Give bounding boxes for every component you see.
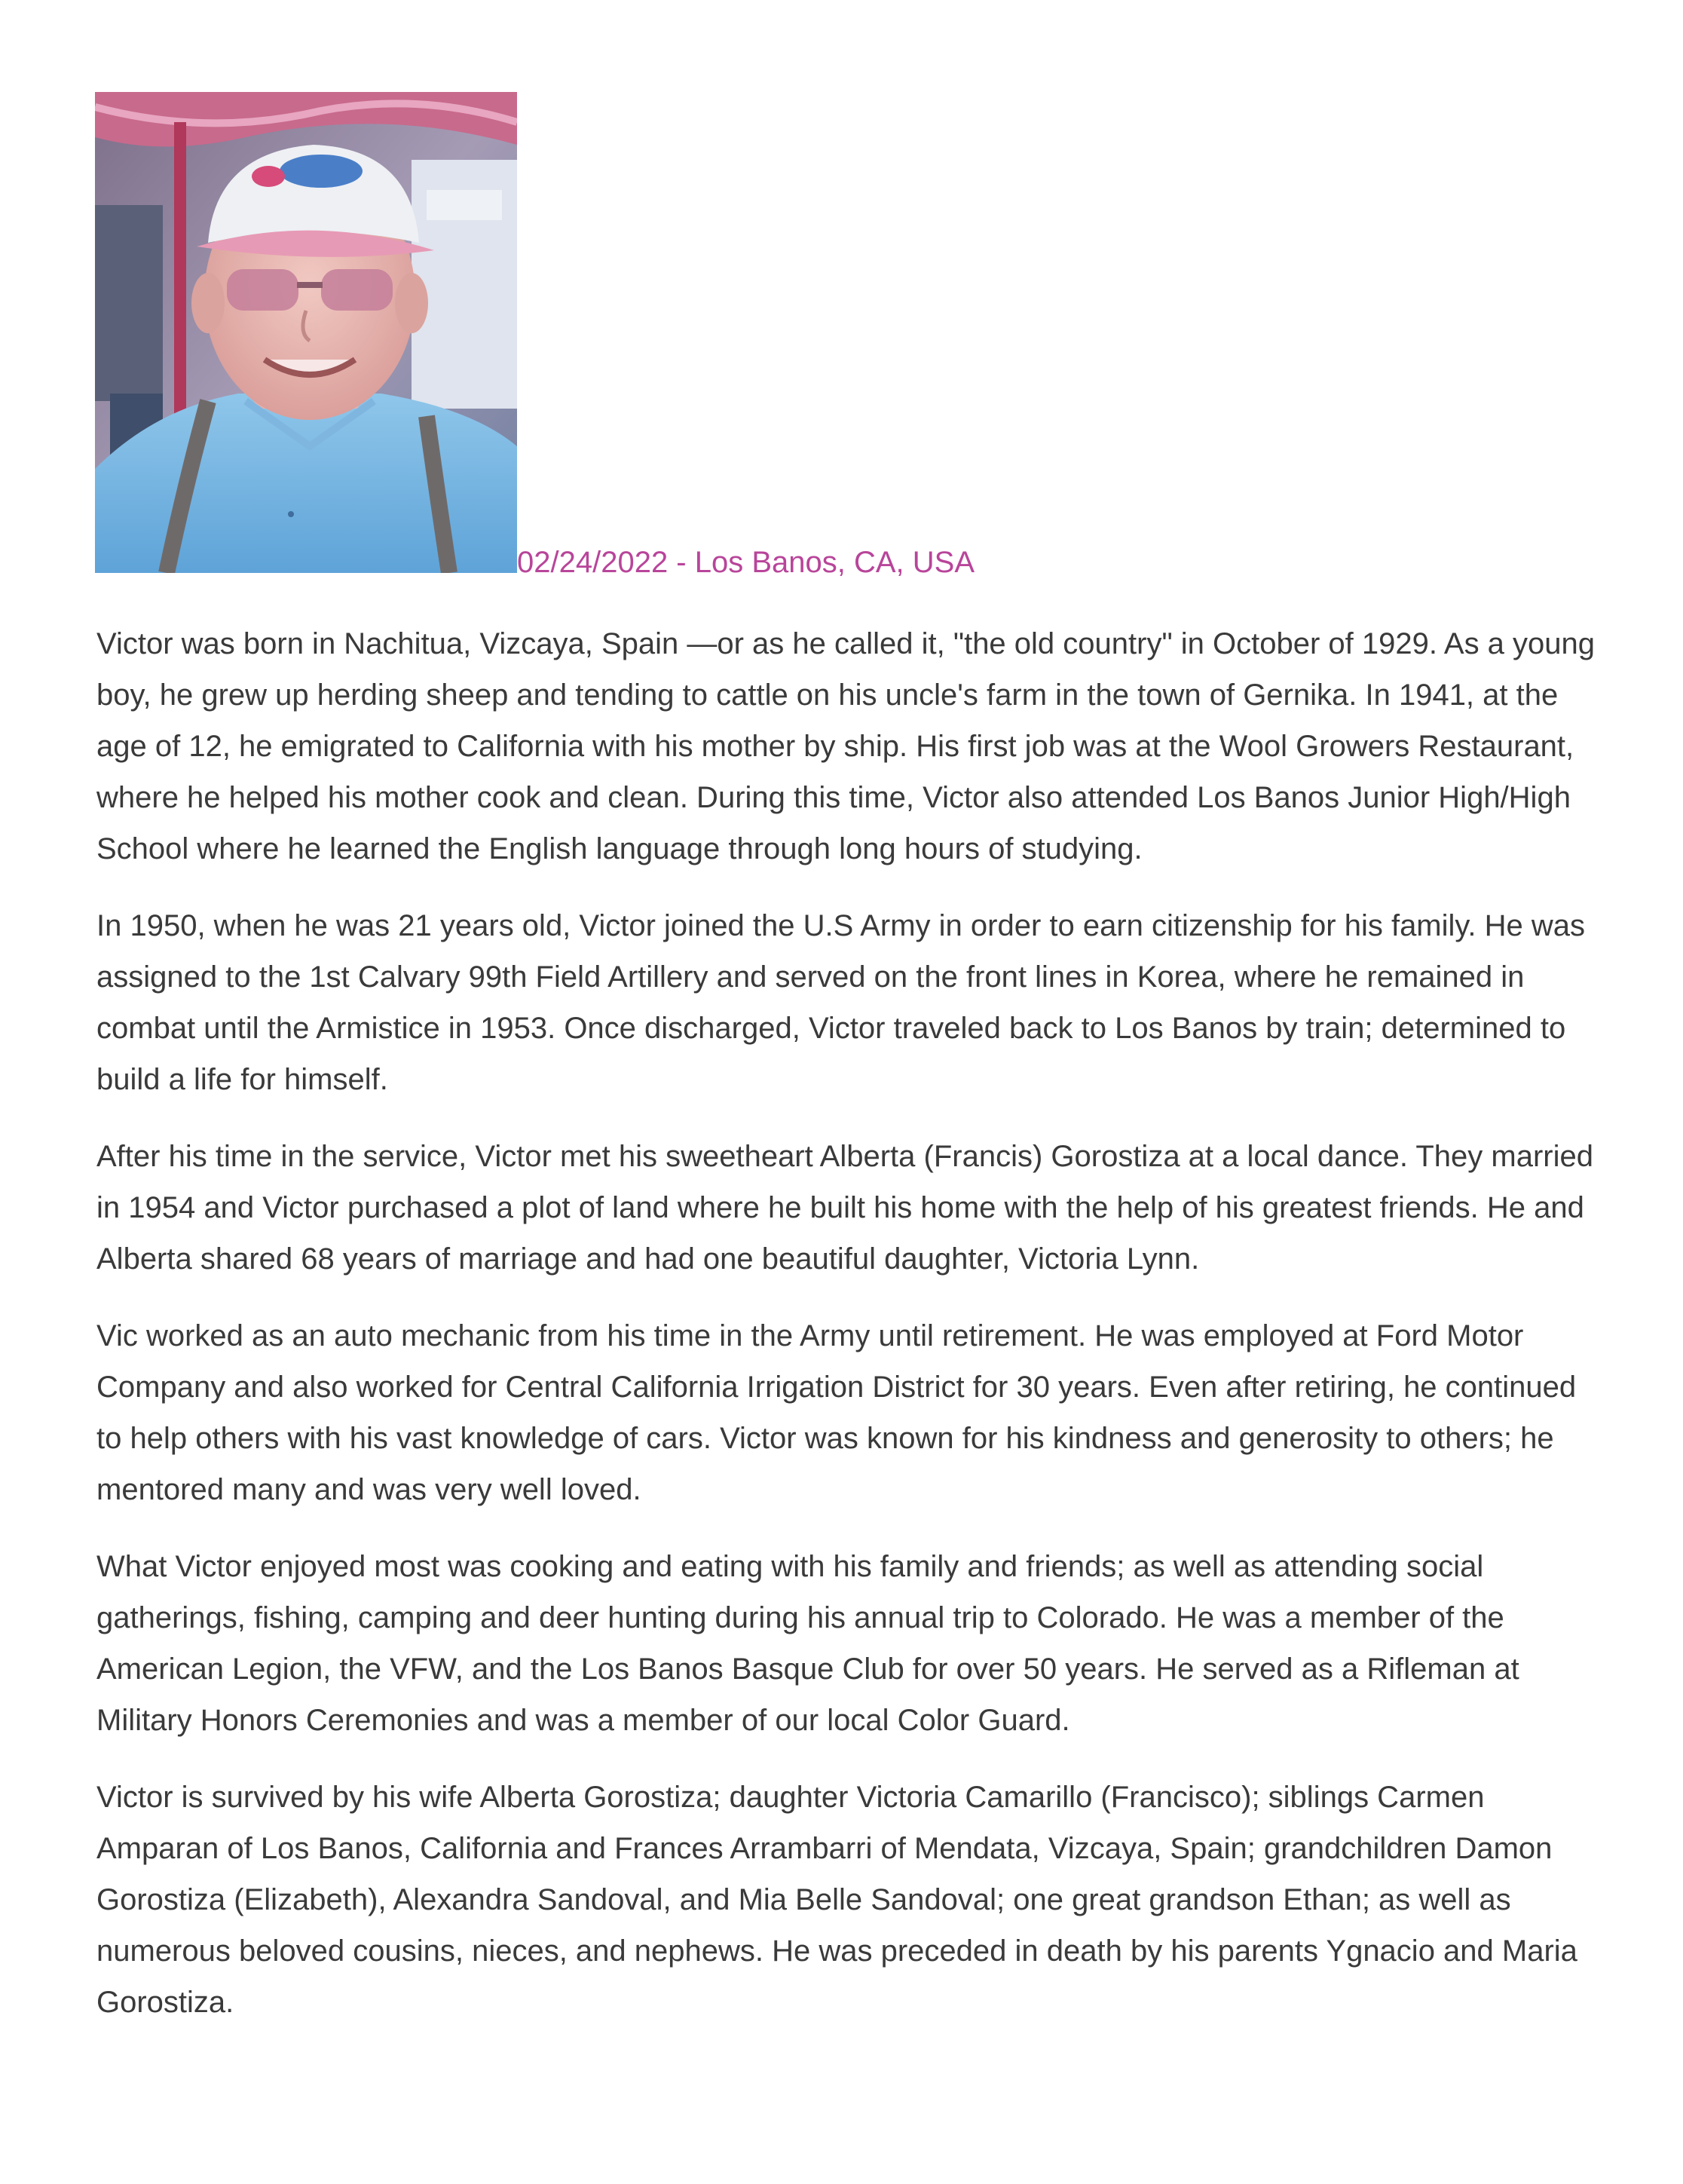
paragraph-army-service: In 1950, when he was 21 years old, Victor joined the U.S Army in order to earn citizenship for his family. He was assigned to the 1st Calvary 99th Field Artillery and served on the front lines in Korea, where he remained in combat until the Armistice in 1953. Once discharged, Victor traveled back to Los Banos by train; determined to build a life for himself. [96,909,1586,1096]
portrait-photo-icon [95,92,517,573]
paragraph-hobbies: What Victor enjoyed most was cooking and eating with his family and friends; as well as attending social gatherings, fishing, camping and deer hunting during his annual trip to Colorado. He was a member of the American Legion, the VFW, and the Los Banos Basque Club for over 50 years. He served as a Rifleman at Military Honors Ceremonies and was a member of our local Color Guard. [96,1550,1519,1737]
portrait-photo [95,92,517,573]
paragraph-survived-by: Victor is survived by his wife Alberta Gorostiza; daughter Victoria Camarillo (Francisco); siblings Carmen Amparan of Los Banos, California and Frances Arrambarri of Mendata, Vizcaya, Spain; grandchildren Damon Gorostiza (Elizabeth), Alexandra Sandoval, and Mia Belle Sandoval; one great grandson Ethan; as well as numerous beloved cousins, nieces, and nephews. He was preceded in death by his parents Ygnacio and Maria Gorostiza. [96,1781,1577,2019]
dateline: 02/24/2022 - Los Banos, CA, USA [517,546,975,579]
paragraph-early-life: Victor was born in Nachitua, Vizcaya, Spain —or as he called it, "the old country" in October of 1929. As a young boy, he grew up herding sheep and tending to cattle on his uncle's farm in the town of Gernika. In 1941, at the age of 12, he emigrated to California with his mother by ship. His first job was at the Wool Growers Restaurant, where he helped his mother cook and clean. During this time, Victor also attended Los Banos Junior High/High School where he learned the English language through long hours of studying. [96,627,1596,865]
paragraph-career: Vic worked as an auto mechanic from his time in the Army until retirement. He was employed at Ford Motor Company and also worked for Central California Irrigation District for 30 years. Even after retiring, he continued to help others with his vast knowledge of cars. Victor was known for his kindness and generosity to others; he mentored many and was very well loved. [96,1319,1577,1506]
paragraph-marriage: After his time in the service, Victor met his sweetheart Alberta (Francis) Gorostiza at a local dance. They married in 1954 and Victor purchased a plot of land where he built his home with the help of his greatest friends. He and Alberta shared 68 years of marriage and had one beautiful daughter, Victoria Lynn. [96,1140,1593,1276]
obituary-body [96,618,1604,2054]
